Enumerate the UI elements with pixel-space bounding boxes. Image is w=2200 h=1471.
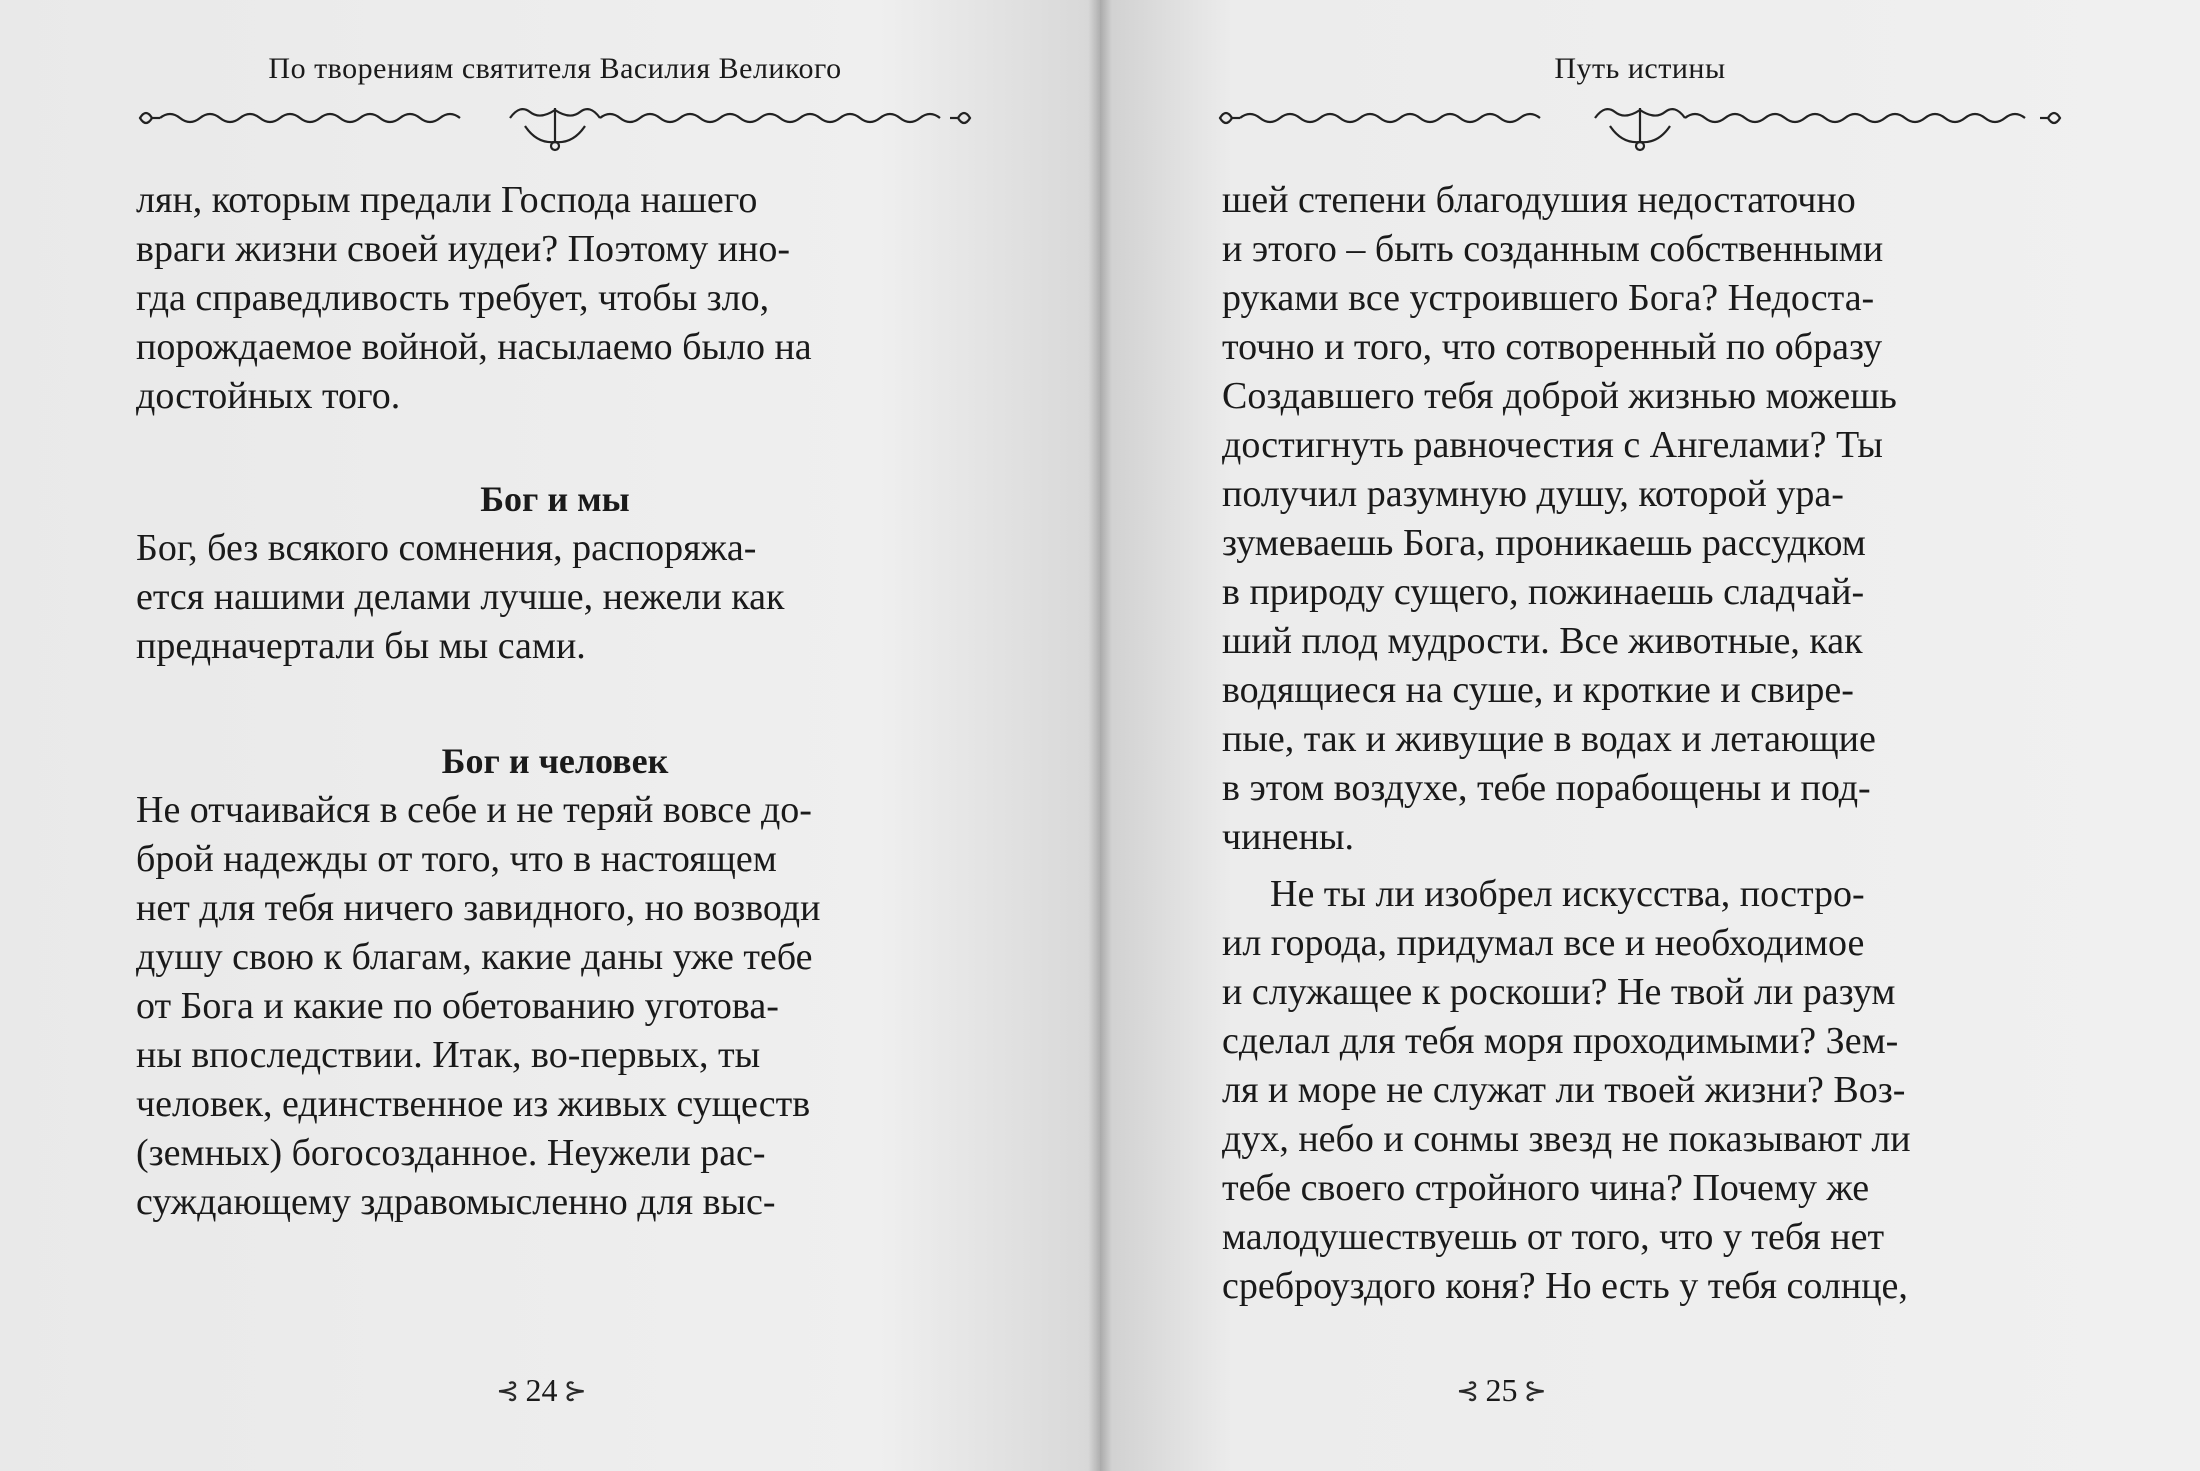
text-line: тебе своего стройного чина? Почему же	[1222, 1167, 1870, 1209]
right-body-text	[1222, 176, 2062, 1311]
page-number-text: 24	[525, 1372, 558, 1408]
section-heading-god-and-us: Бог и мы	[480, 479, 630, 519]
text-line: шей степени благодушия недостаточно	[1222, 179, 1856, 221]
left-running-head: По творениям святителя Василия Великого	[268, 52, 842, 85]
text-line: Создавшего тебя доброй жизнью можешь	[1222, 375, 1897, 417]
text-line: ля и море не служат ли твоей жизни? Воз-	[1222, 1069, 1906, 1111]
text-line: сделал для тебя моря проходимыми? Зем-	[1222, 1020, 1899, 1062]
left-body-text	[136, 176, 974, 1227]
text-line: ется нашими делами лучше, нежели как	[136, 576, 785, 618]
text-line: и служащее к роскоши? Не твой ли разум	[1222, 971, 1896, 1013]
header-ornament-icon	[130, 96, 980, 156]
left-page-number	[496, 1372, 587, 1409]
text-line: чинены.	[1222, 816, 1355, 858]
text-line: нет для тебя ничего завидного, но возводи	[136, 887, 821, 929]
text-line: враги жизни своей иудеи? Поэтому ино-	[136, 228, 791, 270]
text-line: и этого – быть созданным собственными	[1222, 228, 1884, 270]
text-line: зумеваешь Бога, проникаешь рассудком	[1222, 522, 1866, 564]
text-line: водящиеся на суше, и кроткие и свире-	[1222, 669, 1854, 711]
text-line: ший плод мудрости. Все животные, как	[1222, 620, 1863, 662]
text-line: малодушествуешь от того, что у тебя нет	[1222, 1216, 1885, 1258]
text-line: Не отчаивайся в себе и не теряй вовсе до-	[136, 789, 812, 831]
folio-ornament-icon: ⊱	[1523, 1375, 1547, 1407]
text-line: душу свою к благам, какие даны уже тебе	[136, 936, 813, 978]
text-line: человек, единственное из живых существ	[136, 1083, 811, 1125]
folio-ornament-icon: ⊰	[1456, 1375, 1480, 1407]
right-page	[1100, 0, 2200, 1471]
text-line: суждающему здравомысленно для выс-	[136, 1181, 776, 1223]
text-line: достойных того.	[136, 375, 401, 417]
text-line: от Бога и какие по обетованию уготова-	[136, 985, 779, 1027]
text-line: пые, так и живущие в водах и летающие	[1222, 718, 1876, 760]
right-page-number	[1456, 1372, 1547, 1409]
folio-ornament-icon: ⊱	[563, 1375, 587, 1407]
text-line: дух, небо и сонмы звезд не показывают ли	[1222, 1118, 1911, 1160]
text-line: порождаемое войной, насылаемо было на	[136, 326, 812, 368]
text-line: достигнуть равночестия с Ангелами? Ты	[1222, 424, 1883, 466]
folio-ornament-icon: ⊰	[496, 1375, 520, 1407]
text-line: предначертали бы мы сами.	[136, 625, 586, 667]
text-line: получил разумную душу, которой ура-	[1222, 473, 1844, 515]
text-line: Бог, без всякого сомнения, распоряжа-	[136, 527, 757, 569]
text-line: среброуздого коня? Но есть у тебя солнце,	[1222, 1265, 1908, 1307]
right-running-head: Путь истины	[1554, 52, 1726, 85]
text-line: гда справедливость требует, чтобы зло,	[136, 277, 770, 319]
text-line: в этом воздухе, тебе порабощены и под-	[1222, 767, 1871, 809]
text-line: точно и того, что сотворенный по образу	[1222, 326, 1883, 368]
text-line: в природу сущего, пожинаешь сладчай-	[1222, 571, 1865, 613]
text-line: ил города, придумал все и необходимое	[1222, 922, 1865, 964]
text-line: (земных) богосозданное. Неужели рас-	[136, 1132, 766, 1174]
header-ornament-icon	[1210, 96, 2070, 156]
section-heading-god-and-man: Бог и человек	[441, 741, 669, 781]
text-line: ны впоследствии. Итак, во-первых, ты	[136, 1034, 761, 1076]
text-line: лян, которым предали Господа нашего	[136, 179, 758, 221]
page-number-text: 25	[1485, 1372, 1518, 1408]
text-line: Не ты ли изобрел искусства, постро-	[1270, 873, 1865, 915]
text-line: брой надежды от того, что в настоящем	[136, 838, 777, 880]
text-line: руками все устроившего Бога? Недоста-	[1222, 277, 1875, 319]
